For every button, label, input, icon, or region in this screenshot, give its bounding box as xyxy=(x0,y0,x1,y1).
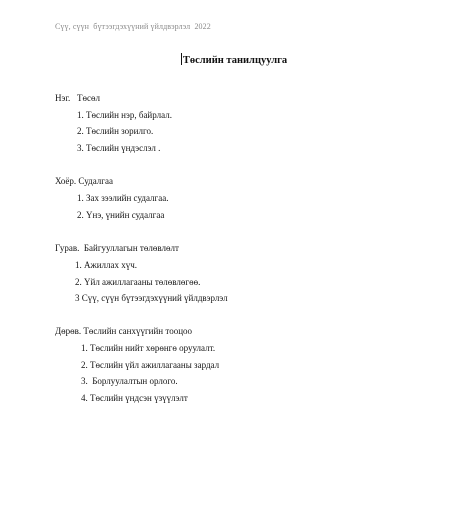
document-title xyxy=(0,53,456,66)
list-item: 3 Сүү, сүүн бүтээгдэхүүний үйлдвэрлэл xyxy=(75,293,228,303)
list-item: 2. Үйл ажиллагааны төлөвлөгөө. xyxy=(75,277,201,287)
list-item: 2. Төслийн үйл ажиллагааны зардал xyxy=(81,360,220,370)
list-item: 3. Төслийн үндэслэл . xyxy=(77,143,161,153)
list-item: 1. Төслийн нэр, байрлал. xyxy=(77,110,172,120)
text-cursor xyxy=(181,53,182,65)
document-title-text: Төслийн танилцуулга xyxy=(182,55,288,66)
section-heading-1: Нэг. Төсөл xyxy=(55,93,101,103)
list-item: 2. Төслийн зорилго. xyxy=(77,126,154,136)
section-heading-2: Хоёр. Судалгаа xyxy=(55,176,113,186)
list-item: 2. Үнэ, үнийн судалгаа xyxy=(77,210,165,220)
list-item: 3. Борлуулалтын орлого. xyxy=(81,376,178,386)
section-heading-3: Гурав. Байгууллагын төлөвлөлт xyxy=(55,243,179,253)
list-item: 1. Ажиллах хүч. xyxy=(75,260,138,270)
running-header: Сүү, сүүн бүтээгдэхүүний үйлдвэрлэл 2022 xyxy=(55,22,211,31)
section-heading-4: Дөрөв. Төслийн санхүүгийн тооцоо xyxy=(55,326,193,336)
list-item: 1. Төслийн нийт хөрөнгө оруулалт. xyxy=(81,343,216,353)
list-item: 4. Төслийн үндсэн үзүүлэлт xyxy=(81,393,188,403)
list-item: 1. Зах зээлийн судалгаа. xyxy=(77,193,169,203)
